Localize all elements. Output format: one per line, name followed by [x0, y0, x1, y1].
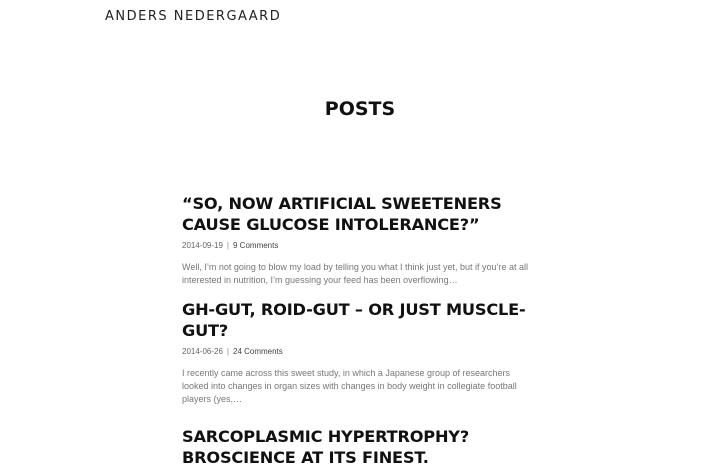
- meta-separator: |: [226, 347, 229, 356]
- post-comments-link[interactable]: 9 Comments: [233, 241, 279, 250]
- post-title-link[interactable]: GH-GUT, ROID-GUT – OR JUST MUSCLE-GUT?: [182, 300, 526, 340]
- post-excerpt: I recently came across this sweet study, in which a Japanese group of researchers looked into changes in organ sizes with changes in body weight in collegiate football players (yes,…: [182, 368, 517, 404]
- meta-separator: |: [226, 241, 229, 250]
- post-comments-link[interactable]: 24 Comments: [233, 347, 283, 356]
- post-date: 2014-09-19: [182, 241, 223, 250]
- site-name-link[interactable]: ANDERS NEDERGAARD: [105, 9, 282, 24]
- page-title: POSTS: [324, 98, 396, 120]
- post-title-link[interactable]: SARCOPLASMIC HYPERTROPHY? BROSCIENCE AT ITS FINEST.: [182, 427, 470, 467]
- post-list: [182, 193, 538, 468]
- post-meta: [182, 347, 538, 357]
- post-item: [182, 193, 538, 287]
- post-excerpt: Well, I’m not going to blow my load by telling you what I think just yet, but if you’re at all interested in nutrition, I’m guessing your feed has been overflowing…: [182, 262, 529, 285]
- post-item: [182, 426, 538, 468]
- post-date: 2014-06-26: [182, 347, 223, 356]
- post-meta: [182, 241, 538, 251]
- post-title-link[interactable]: “SO, NOW ARTIFICIAL SWEETENERS CAUSE GLUCOSE INTOLERANCE?”: [182, 194, 502, 234]
- post-item: [182, 299, 538, 406]
